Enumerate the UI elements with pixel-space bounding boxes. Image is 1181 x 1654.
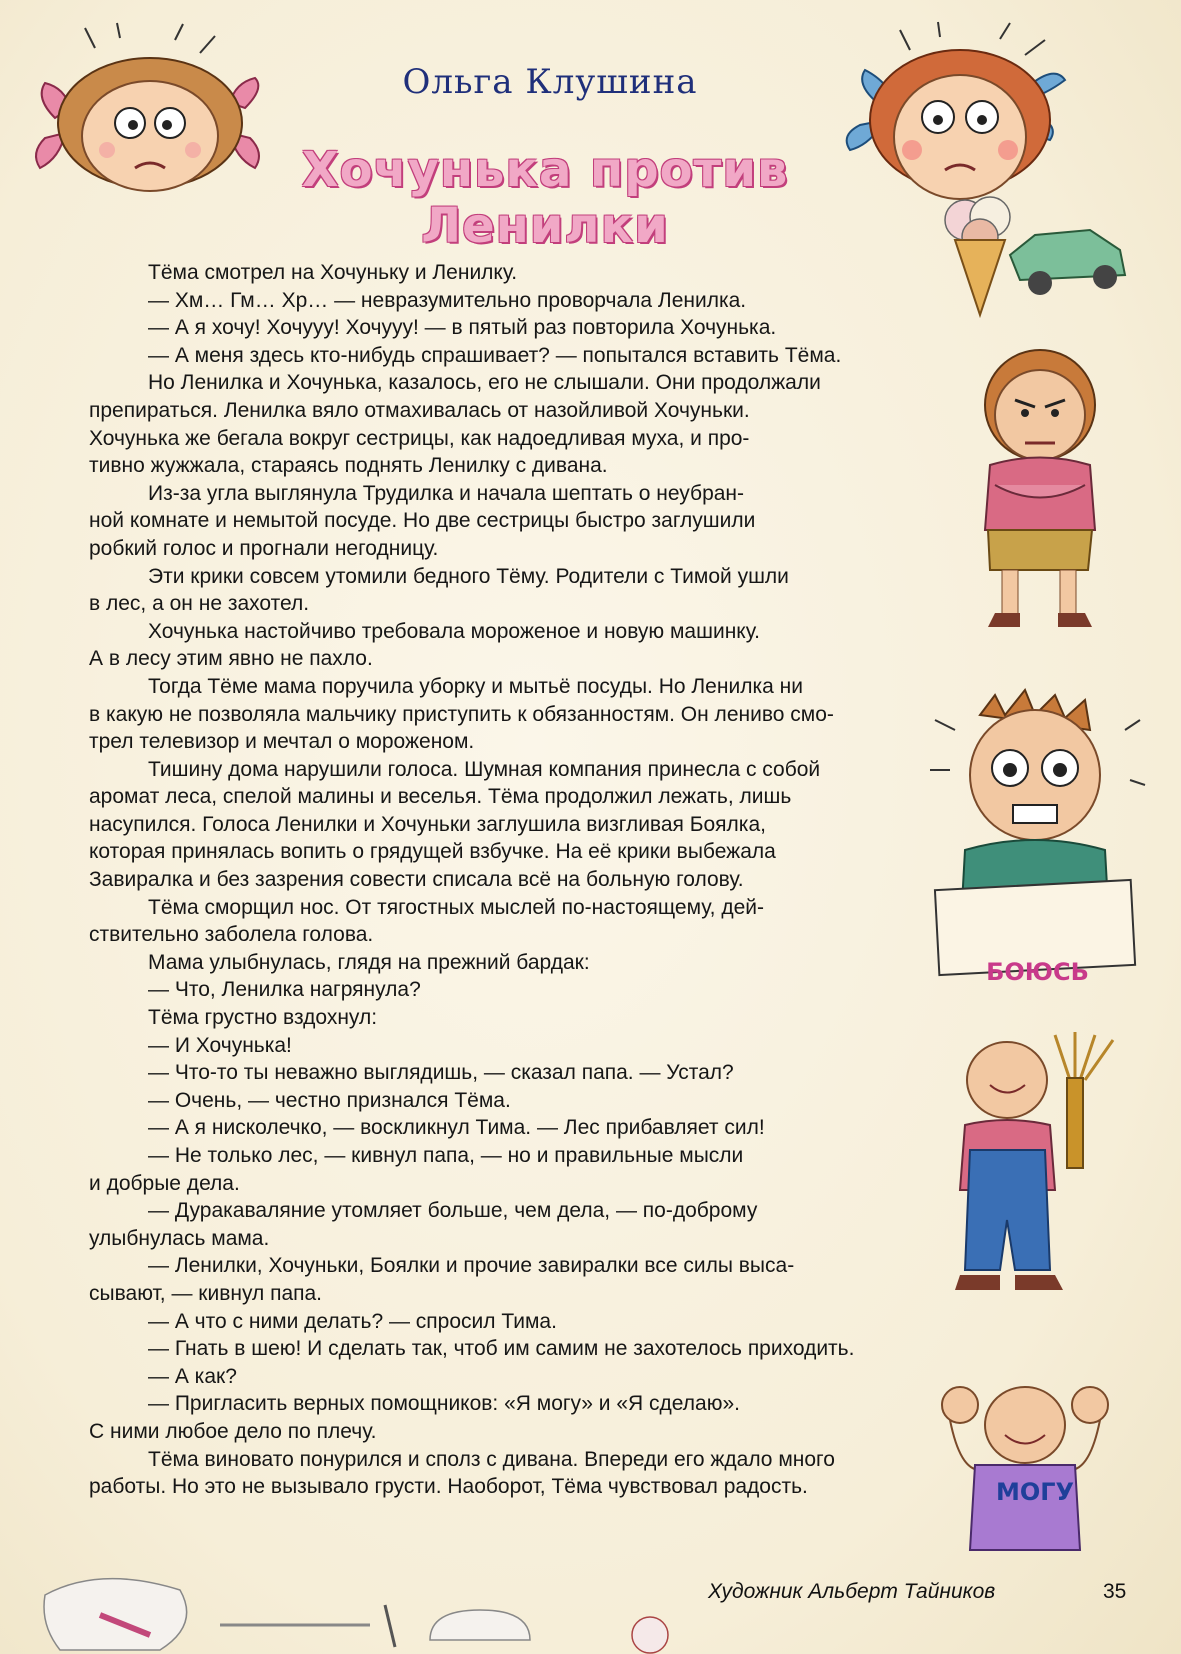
- story-line: Тёма смотрел на Хочуньку и Ленилку.: [148, 261, 518, 284]
- story-line: сывают, — кивнул папа.: [89, 1281, 323, 1305]
- story-line: — Ленилки, Хочуньки, Боялки и прочие завиралки все силы выса-: [148, 1254, 795, 1278]
- story-line: Завиралка и без зазрения совести списала всё на больную голову.: [89, 868, 744, 892]
- story-line: С ними любое дело по плечу.: [89, 1419, 377, 1443]
- angry-boy-illustration: [960, 345, 1130, 630]
- story-line: улыбнулась мама.: [89, 1226, 270, 1250]
- story-line: — Что-то ты неважно выглядишь, — сказал папа. — Устал?: [148, 1061, 734, 1085]
- girl-right-illustration: [840, 25, 1080, 210]
- strong-boy-illustration: [940, 1380, 1115, 1570]
- story-body: [89, 259, 913, 1501]
- story-line: ной комнате и немытой посуде. Но две сестрицы быстро заглушили: [89, 509, 756, 533]
- story-line: Из-за угла выглянула Трудилка и начала шептать о неубран-: [148, 481, 745, 505]
- story-line: — И Хочунька!: [148, 1033, 292, 1057]
- story-line: ствительно заболела голова.: [89, 923, 374, 947]
- story-line: — А я хочу! Хочууу! Хочууу! — в пятый раз повторила Хочунька.: [148, 316, 777, 340]
- story-line: трел телевизор и мечтал о мороженом.: [89, 730, 475, 754]
- boy-with-broom-illustration: [945, 1040, 1120, 1330]
- story-line: — А как?: [148, 1364, 237, 1388]
- story-line: аромат леса, спелой малины и веселья. Тёма продолжил лежать, лишь: [89, 785, 792, 809]
- bottom-clutter-illustration: [40, 1565, 720, 1654]
- story-line: — Не только лес, — кивнул папа, — но и правильные мысли: [148, 1144, 744, 1167]
- story-line: — А я нисколечко, — воскликнул Тима. — Лес прибавляет сил!: [148, 1116, 765, 1140]
- story-line: — Очень, — честно признался Тёма.: [148, 1088, 511, 1112]
- story-line: препираться. Ленилка вяло отмахивалась от назойливой Хочуньки.: [89, 398, 750, 422]
- story-line: — Что, Ленилка нагрянула?: [148, 978, 421, 1002]
- story-line: которая принялась вопить о грядущей взбучке. На её крики выбежала: [89, 840, 776, 864]
- story-line: Но Ленилка и Хочунька, казалось, его не слышали. Они продолжали: [148, 371, 821, 395]
- story-line: Хочунька настойчиво требовала мороженое и новую машинку.: [148, 619, 760, 643]
- story-line: Тишину дома нарушили голоса. Шумная компания принесла с собой: [148, 757, 821, 781]
- story-line: Тёма сморщил нос. От тягостных мыслей по-настоящему, дей-: [148, 895, 764, 919]
- sign-fear-label: БОЮСЬ: [986, 958, 1089, 986]
- story-line: в какую не позволяла мальчику приступить к обязанностям. Он лениво смо-: [89, 702, 834, 726]
- story-line: в лес, а он не захотел.: [89, 592, 310, 616]
- story-title: Хочунька против Ленилки: [301, 142, 789, 254]
- illustrator-credit: Художник Альберт Тайников: [708, 1580, 996, 1603]
- story-line: Тёма виновато понурился и сполз с дивана. Впереди его ждало много: [148, 1447, 835, 1471]
- story-line: — Пригласить верных помощников: «Я могу» и «Я сделаю».: [148, 1392, 740, 1416]
- story-line: — Гнать в шею! И сделать так, чтоб им самим не захотелось приходить.: [148, 1337, 855, 1361]
- story-line: Эти крики совсем утомили бедного Тёму. Родители с Тимой ушли: [148, 564, 789, 588]
- story-line: тивно жужжала, стараясь поднять Ленилку с дивана.: [89, 454, 608, 478]
- ice-cream-and-car-illustration: [940, 195, 1140, 325]
- story-line: Мама улыбнулась, глядя на прежний бардак:: [148, 950, 590, 974]
- story-line: работы. Но это не вызывало грусти. Наоборот, Тёма чувствовал радость.: [89, 1475, 808, 1499]
- story-line: А в лесу этим явно не пахло.: [89, 647, 373, 671]
- shirt-can-label: МОГУ: [995, 1478, 1075, 1506]
- story-line: — А что с ними делать? — спросил Тима.: [148, 1309, 557, 1333]
- story-line: — А меня здесь кто-нибудь спрашивает? — попытался вставить Тёма.: [148, 343, 842, 367]
- story-line: Хочунька же бегала вокруг сестрицы, как надоедливая муха, и про-: [89, 426, 750, 450]
- story-line: насупился. Голоса Ленилки и Хочуньки заглушила визгливая Боялка,: [89, 812, 766, 836]
- story-line: Тогда Тёме мама поручила уборку и мытьё посуды. Но Ленилка ни: [148, 674, 803, 698]
- page-number: 35: [1103, 1580, 1127, 1603]
- story-line: — Хм… Гм… Хр… — невразумительно проворчала Ленилка.: [148, 288, 747, 312]
- story-line: и добрые дела.: [89, 1171, 240, 1195]
- story-line: робкий голос и прогнали негодницу.: [89, 536, 439, 560]
- author-name: Ольга Клушина: [402, 62, 698, 102]
- story-line: Тёма грустно вздохнул:: [148, 1006, 378, 1030]
- story-line: — Дуракаваляние утомляет больше, чем дела, — по-доброму: [148, 1199, 758, 1223]
